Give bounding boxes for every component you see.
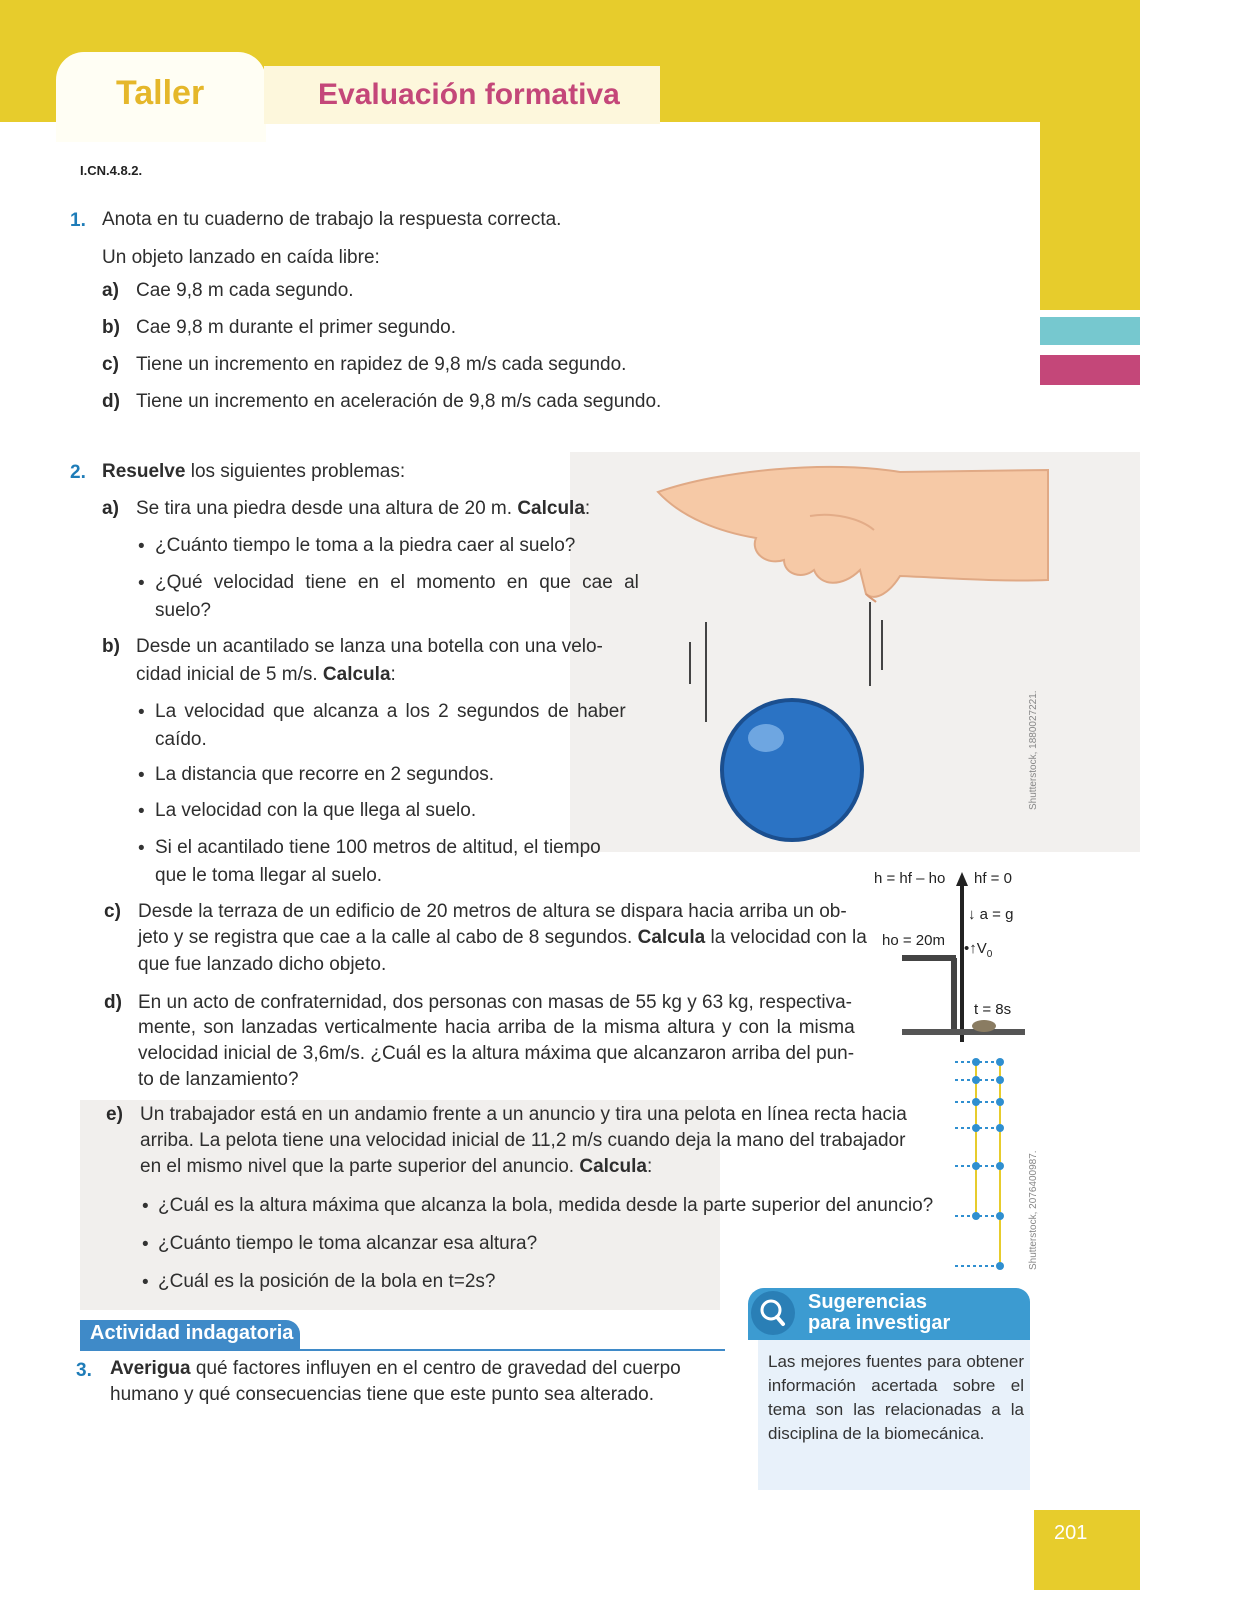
teal-strip bbox=[1040, 317, 1140, 345]
option-letter: b) bbox=[102, 317, 120, 338]
option-letter: c) bbox=[102, 354, 119, 375]
magnifier-icon bbox=[750, 1290, 796, 1336]
option-letter: a) bbox=[102, 280, 119, 301]
bullet: • bbox=[138, 573, 145, 594]
diagram-v0-label: $•↑V_0$ bbox=[964, 940, 993, 960]
hand-ball-photo bbox=[570, 452, 1140, 852]
taller-label: Taller bbox=[116, 74, 205, 112]
bullet: • bbox=[142, 1272, 149, 1293]
activity-header: Actividad indagatoria bbox=[90, 1322, 294, 1344]
diagram-ho-label: ho = 20m bbox=[882, 932, 945, 949]
q2e-line: Un trabajador está en un andamio frente a un anuncio y tira una pelota en línea recta hacia bbox=[140, 1104, 907, 1125]
ball bbox=[722, 700, 862, 840]
q2b-bullet: La distancia que recorre en 2 segundos. bbox=[155, 764, 495, 785]
pink-strip bbox=[1040, 355, 1140, 385]
diagram-a-label: ↓ a = g bbox=[968, 906, 1014, 923]
q2c-line: jeto y se registra que cae a la calle al cabo de 8 segundos. Calcula la velocidad con la bbox=[138, 927, 867, 948]
bullet: • bbox=[142, 1234, 149, 1255]
q2a-bullet-cont: suelo? bbox=[155, 600, 211, 621]
q2e-bullet: ¿Cuál es la posición de la bola en t=2s? bbox=[158, 1271, 496, 1292]
q2c-line: Desde la terraza de un edificio de 20 metros de altura se dispara hacia arriba un ob- bbox=[138, 901, 847, 922]
q2e-line: en el mismo nivel que la parte superior del anuncio. Calcula: bbox=[140, 1156, 653, 1177]
diagram-t-label: t = 8s bbox=[974, 1001, 1012, 1018]
option-letter: d) bbox=[102, 391, 120, 412]
photo-credit: Shutterstock, 1880027221. bbox=[1028, 690, 1039, 810]
hand-ball-illustration bbox=[570, 452, 1140, 852]
q2b-line: Desde un acantilado se lanza una botella con una velo- bbox=[136, 636, 603, 657]
q1-stem: Un objeto lanzado en caída libre: bbox=[102, 247, 380, 268]
activity-rule bbox=[80, 1349, 725, 1351]
q2b-bullet-cont: caído. bbox=[155, 729, 207, 750]
item-letter: b) bbox=[102, 636, 120, 657]
photo-credit: Shutterstock, 2076400987. bbox=[1028, 1150, 1039, 1270]
suggestion-text: Las mejores fuentes para obtener información acertada sobre el tema son las relacionadas a la disciplina de la biomecánica. bbox=[768, 1352, 1024, 1443]
bullet: • bbox=[138, 801, 145, 822]
q2-instruction: Resuelve los siguientes problemas: bbox=[102, 461, 406, 482]
q2c-line: que fue lanzado dicho objeto. bbox=[138, 954, 387, 975]
suggestion-title: Sugerencias para investigar bbox=[808, 1291, 951, 1334]
q2e-line: arriba. La pelota tiene una velocidad inicial de 11,2 m/s cuando deja la mano del trabajador bbox=[140, 1130, 906, 1151]
bullet: • bbox=[142, 1196, 149, 1217]
q2a-text: Se tira una piedra desde una altura de 20 m. Calcula: bbox=[136, 498, 591, 519]
option-text: Tiene un incremento en rapidez de 9,8 m/s cada segundo. bbox=[136, 354, 627, 375]
q2b-line: cidad inicial de 5 m/s. Calcula: bbox=[136, 664, 396, 685]
option-text: Cae 9,8 m durante el primer segundo. bbox=[136, 317, 457, 338]
item-letter: a) bbox=[102, 498, 119, 519]
section-title: Evaluación formativa bbox=[318, 78, 620, 111]
q3-line: humano y qué consecuencias tiene que este punto sea alterado. bbox=[110, 1384, 654, 1405]
q2e-bullet: ¿Cuál es la altura máxima que alcanza la bola, medida desde la parte superior del anuncio? bbox=[158, 1195, 934, 1216]
option-text: Cae 9,8 m cada segundo. bbox=[136, 280, 354, 301]
item-letter: e) bbox=[106, 1104, 123, 1125]
q1-instruction: Anota en tu cuaderno de trabajo la respuesta correcta. bbox=[102, 209, 562, 230]
q3-line: Averigua qué factores influyen en el centro de gravedad del cuerpo bbox=[110, 1358, 681, 1379]
diagram-h-equation: h = hf – ho bbox=[874, 870, 946, 887]
q2b-bullet: Si el acantilado tiene 100 metros de altitud, el tiempo bbox=[155, 837, 601, 858]
q2a-bullet: ¿Qué velocidad tiene en el momento en que cae al bbox=[155, 572, 639, 593]
bullet: • bbox=[138, 702, 145, 723]
bullet: • bbox=[138, 536, 145, 557]
bullet: • bbox=[138, 838, 145, 859]
q2b-bullet: La velocidad con la que llega al suelo. bbox=[155, 800, 477, 821]
q2d-line: mente, son lanzadas verticalmente hacia arriba de la misma altura y con la misma bbox=[138, 1017, 855, 1038]
q2d-line: to de lanzamiento? bbox=[138, 1069, 299, 1090]
option-text: Tiene un incremento en aceleración de 9,8 m/s cada segundo. bbox=[136, 391, 662, 412]
question-number: 1. bbox=[70, 210, 86, 231]
curriculum-code: I.CN.4.8.2. bbox=[80, 163, 143, 178]
question-number: 3. bbox=[76, 1360, 92, 1381]
q2d-line: En un acto de confraternidad, dos personas con masas de 55 kg y 63 kg, respectiva- bbox=[138, 992, 852, 1013]
item-letter: d) bbox=[104, 992, 122, 1013]
q2a-bullet: ¿Cuánto tiempo le toma a la piedra caer al suelo? bbox=[155, 535, 576, 556]
question-number: 2. bbox=[70, 462, 86, 483]
diagram-hf-label: hf = 0 bbox=[974, 870, 1012, 887]
bullet: • bbox=[138, 765, 145, 786]
item-letter: c) bbox=[104, 901, 121, 922]
page-number: 201 bbox=[1054, 1522, 1088, 1544]
q2e-bullet: ¿Cuánto tiempo le toma alcanzar esa altura? bbox=[158, 1233, 538, 1254]
side-band bbox=[1040, 0, 1140, 310]
q2b-bullet-cont: que le toma llegar al suelo. bbox=[155, 865, 383, 886]
q2b-bullet: La velocidad que alcanza a los 2 segundos de haber bbox=[155, 701, 626, 722]
q2d-line: velocidad inicial de 3,6m/s. ¿Cuál es la altura máxima que alcanzaron arriba del pun- bbox=[138, 1043, 855, 1064]
